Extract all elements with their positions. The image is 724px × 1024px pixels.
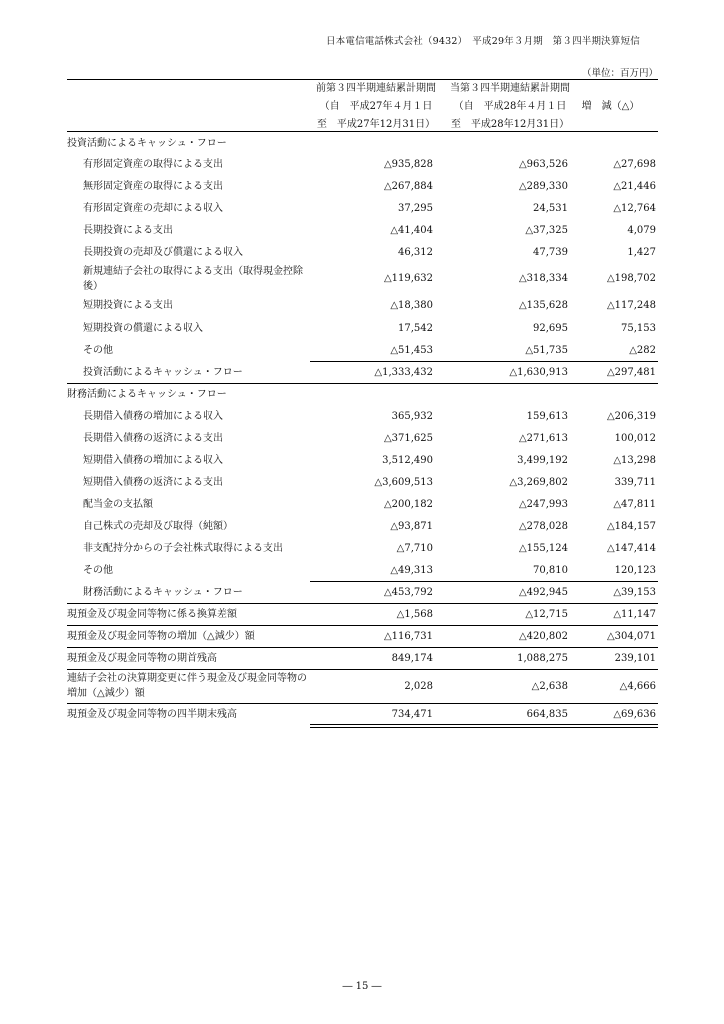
value-diff: △206,319 [606,410,656,422]
col-curr-header [444,80,576,134]
col-curr-from: （自 平成28年４月１日 [453,101,567,112]
row-label: 長期借入債務の返済による支出 [83,432,223,444]
table-row [67,197,658,219]
table-row [67,515,658,537]
value-diff: △47,811 [613,498,656,510]
row-label: 投資活動によるキャッシュ・フロー [83,366,243,378]
value-diff: △297,481 [606,366,656,378]
row-label: 新規連結子会社の取得による支出（取得現金控除後） [83,265,303,292]
table-row [67,603,658,625]
table-row [67,625,658,647]
table-row [67,537,658,559]
value-prev: △371,625 [383,432,433,444]
col-diff-header: 増 減（△） [581,101,640,112]
subtotal-rule [310,361,658,362]
value-diff: △4,666 [619,680,656,692]
value-diff: 4,079 [627,224,656,236]
value-curr: △155,124 [518,542,568,554]
value-diff: △27,698 [613,158,656,170]
row-label: 現預金及び現金同等物の期首残高 [67,652,217,664]
table-row [67,339,658,361]
value-diff: △13,298 [613,454,656,466]
value-diff: △282 [629,344,656,356]
value-prev: △200,182 [383,498,433,510]
value-prev: 2,028 [404,680,433,692]
value-prev: △935,828 [383,158,433,170]
row-label: 短期借入債務の増加による収入 [83,454,223,466]
value-curr: △2,638 [531,680,568,692]
table-row [67,405,658,427]
value-diff: △304,071 [606,630,656,642]
row-label: 自己株式の売却及び取得（純額） [83,520,233,532]
document-header: 日本電信電話株式会社（9432） 平成29年３月期 第３四半期決算短信 [325,36,640,47]
value-prev: △93,871 [390,520,433,532]
value-prev: 3,512,490 [382,454,433,466]
value-prev: 849,174 [391,652,433,664]
col-prev-title: 前第３四半期連結累計期間 [316,83,436,94]
row-label: 現預金及び現金同等物の四半期末残高 [67,708,237,720]
value-curr: △271,613 [518,432,568,444]
value-diff: △198,702 [606,273,656,284]
value-prev: △7,710 [396,542,433,554]
value-curr: △492,945 [518,586,568,598]
value-prev: 46,312 [398,246,433,258]
value-curr: 24,531 [533,202,568,214]
value-curr: △3,269,802 [509,476,568,488]
col-prev-header [310,80,442,134]
row-label: その他 [83,344,113,356]
col-curr-title: 当第３四半期連結累計期間 [450,83,570,94]
table-row [67,383,658,405]
row-label: 非支配持分からの子会社株式取得による支出 [83,542,283,554]
row-label: 財務活動によるキャッシュ・フロー [83,586,243,598]
table-row [67,647,658,669]
subtotal-rule [310,581,658,582]
row-label: 長期投資の売却及び償還による収入 [83,246,243,258]
value-diff: 120,123 [614,564,656,576]
value-prev: △49,313 [390,564,433,576]
table-row [67,493,658,515]
value-prev: △1,568 [396,608,433,620]
value-curr: △963,526 [518,158,568,170]
row-label: 配当金の支払額 [83,498,153,510]
value-diff: △39,153 [613,586,656,598]
value-curr: △135,628 [518,300,568,311]
table-row [67,703,658,725]
table-row [67,175,658,197]
table-row [67,132,658,154]
value-prev: △1,333,432 [374,366,433,378]
value-diff: 1,427 [627,246,656,258]
value-prev: △119,632 [383,273,433,284]
table-row [67,559,658,581]
col-prev-to: 至 平成27年12月31日） [316,119,436,130]
value-diff: △117,248 [606,300,656,311]
row-label: 長期投資による支出 [83,224,173,236]
row-label: 連結子会社の決算期変更に伴う現金及び現金同等物の増加（△減少）額 [67,673,307,699]
value-curr: △37,325 [525,224,568,236]
row-label: 短期借入債務の返済による支出 [83,476,223,488]
row-label: 現預金及び現金同等物の増加（△減少）額 [67,630,255,642]
value-curr: △289,330 [518,180,568,192]
table-row [67,317,658,339]
value-curr: △1,630,913 [509,366,568,378]
value-curr: △278,028 [518,520,568,532]
row-label: 短期投資による支出 [83,300,173,311]
col-prev-from: （自 平成27年４月１日 [319,101,433,112]
value-prev: △453,792 [383,586,433,598]
value-diff: △147,414 [606,542,656,554]
value-curr: 92,695 [533,322,568,334]
value-curr: 47,739 [533,246,568,258]
value-curr: △318,334 [518,273,568,284]
value-diff: 75,153 [621,322,656,334]
row-label: 有形固定資産の売却による収入 [83,202,223,214]
page-number: ― 15 ― [342,981,382,992]
value-curr: 159,613 [526,410,568,422]
row-label: 長期借入債務の増加による収入 [83,410,223,422]
value-curr: 1,088,275 [517,652,568,664]
value-prev: 734,471 [391,708,433,720]
table-row [67,471,658,493]
table-row [67,581,658,603]
value-prev: △267,884 [383,180,433,192]
table-row [67,669,658,703]
table-row [67,449,658,471]
value-diff: △184,157 [606,520,656,532]
value-diff: 239,101 [614,652,656,664]
value-prev: △51,453 [390,344,433,356]
value-prev: △41,404 [390,224,433,236]
unit-note: （単位：百万円） [581,68,658,79]
table-row [67,361,658,383]
row-label: 投資活動によるキャッシュ・フロー [67,137,227,149]
row-label: 短期投資の償還による収入 [83,322,203,334]
value-curr: △420,802 [518,630,568,642]
value-curr: 664,835 [526,708,568,720]
value-prev: △116,731 [383,630,433,642]
table-row [67,263,658,294]
row-label: 有形固定資産の取得による支出 [83,158,223,170]
row-label: 無形固定資産の取得による支出 [83,180,223,192]
table-row [67,294,658,317]
value-prev: 17,542 [398,322,433,334]
value-prev: 37,295 [398,202,433,214]
value-curr: △247,993 [518,498,568,510]
value-diff: △11,147 [613,608,656,620]
col-curr-to: 至 平成28年12月31日） [450,119,570,130]
table-row [67,241,658,263]
value-prev: △3,609,513 [374,476,433,488]
table-row [67,219,658,241]
table-bottom-rule [310,724,658,725]
value-prev: △18,380 [390,300,433,311]
row-label: 財務活動によるキャッシュ・フロー [67,388,227,400]
value-curr: 3,499,192 [517,454,568,466]
value-curr: △51,735 [525,344,568,356]
value-curr: 70,810 [533,564,568,576]
value-diff: 100,012 [614,432,656,444]
row-label: 現預金及び現金同等物に係る換算差額 [67,608,237,620]
value-diff: △69,636 [613,708,656,720]
table-bottom-rule-double [310,727,658,728]
value-diff: △21,446 [613,180,656,192]
table-row [67,427,658,449]
value-curr: △12,715 [525,608,568,620]
value-diff: 339,711 [614,476,656,488]
value-prev: 365,932 [391,410,433,422]
row-label: その他 [83,564,113,576]
table-row [67,153,658,175]
value-diff: △12,764 [613,202,656,214]
